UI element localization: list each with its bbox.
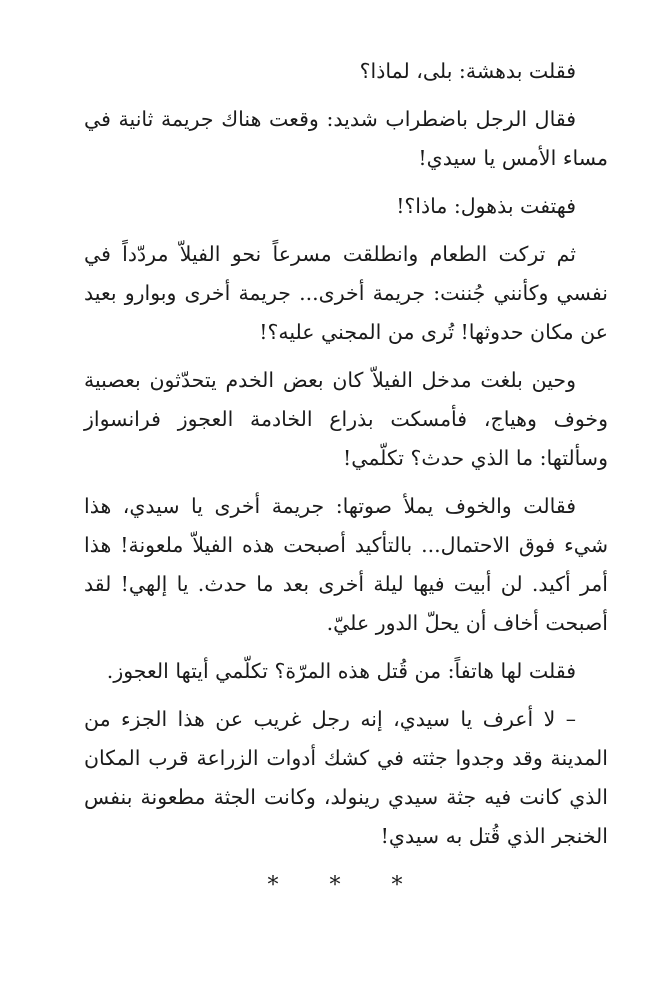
section-separator: * * * bbox=[267, 873, 425, 898]
paragraph: فهتفت بذهول: ماذا؟! bbox=[396, 194, 576, 218]
paragraph: – لا أعرف يا سيدي، إنه رجل غريب عن هذا الجزء من المدينة وقد وجدوا جثته في كشك أدوات الزراعة قرب المكان الذي كانت فيه جثة سيدي رينولد، وكانت الجثة مطعونة بنفس الخنجر الذي قُتل به سيدي! bbox=[84, 707, 608, 848]
book-page bbox=[84, 52, 608, 905]
paragraph: فقال الرجل باضطراب شديد: وقعت هناك جريمة ثانية في مساء الأمس يا سيدي! bbox=[84, 107, 608, 170]
paragraph: فقالت والخوف يملأ صوتها: جريمة أخرى يا سيدي، هذا شيء فوق الاحتمال... بالتأكيد أصبحت هذه الفيلاّ ملعونة! هذا أمر أكيد. لن أبيت فيها ليلة أخرى بعد ما حدث. يا إلهي! لقد أصبحت أخاف أن يحلّ الدور عليّ. bbox=[84, 494, 608, 635]
paragraph: فقلت لها هاتفاً: من قُتل هذه المرّة؟ تكلّمي أيتها العجوز. bbox=[106, 659, 576, 683]
paragraph: وحين بلغت مدخل الفيلاّ كان بعض الخدم يتحدّثون بعصبية وخوف وهياج، فأمسكت بذراع الخادمة العجوز فرانسواز وسألتها: ما الذي حدث؟ تكلّمي! bbox=[84, 368, 608, 470]
paragraph: ثم تركت الطعام وانطلقت مسرعاً نحو الفيلاّ مردّداً في نفسي وكأنني جُننت: جريمة أخرى... جريمة أخرى وبوارو بعيد عن مكان حدوثها! تُرى من المجني عليه؟! bbox=[84, 242, 608, 344]
paragraph: فقلت بدهشة: بلى، لماذا؟ bbox=[359, 59, 576, 83]
